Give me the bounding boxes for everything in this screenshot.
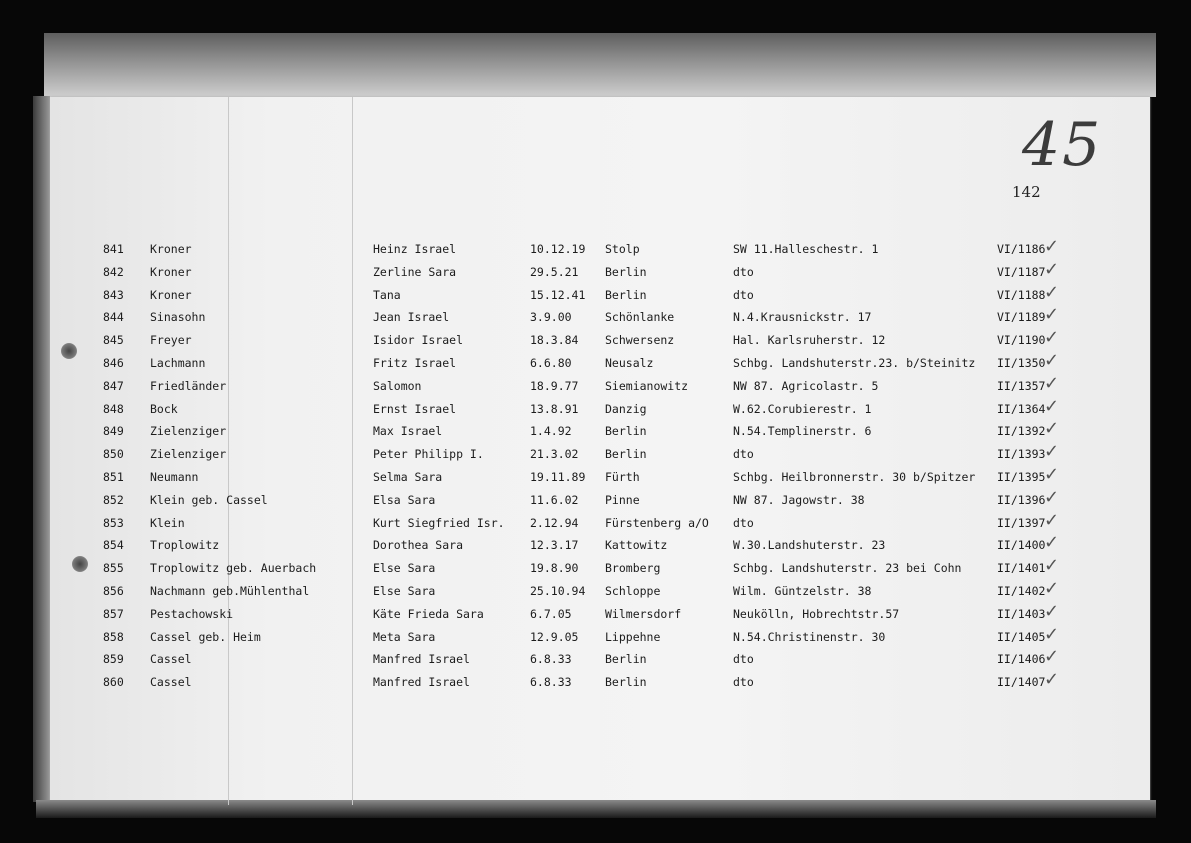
given-names: Max Israel [373,424,443,439]
table-row [0,509,1191,534]
birth-place: Berlin [605,264,647,279]
record-number: 847 [103,378,124,393]
check-mark: ✓ [1044,258,1060,280]
given-names: Ernst Israel [373,401,457,416]
surname: Cassel geb. Heim [150,629,261,644]
birth-place: Berlin [605,447,647,462]
record-number: 856 [103,584,124,598]
check-mark: ✓ [1044,281,1060,303]
surname: Friedländer [150,378,227,393]
address: dto [733,675,754,690]
birth-place: Berlin [605,675,647,690]
birth-date: 12.9.05 [530,629,579,644]
surname: Bock [150,401,178,416]
address: dto [733,515,754,530]
reference-number: II/1401 [997,561,1046,576]
address: Hal. Karlsruherstr. 12 [733,333,886,348]
check-mark: ✓ [1044,350,1060,371]
record-number: 852 [103,492,124,507]
birth-date: 29.5.21 [530,264,579,279]
birth-date: 6.8.33 [530,652,572,667]
given-names: Manfred Israel [373,675,470,690]
surname: Klein geb. Cassel [150,492,268,507]
table-row [0,534,1191,556]
reference-number: II/1402 [997,584,1046,598]
address: W.62.Corubierestr. 1 [733,401,872,416]
given-names: Fritz Israel [373,356,457,370]
address: Schbg. Landshuterstr. 23 bei Cohn [733,561,962,576]
reference-number: II/1350 [997,356,1046,370]
birth-date: 3.9.00 [530,310,572,325]
table-row [0,238,1191,260]
reference-number: II/1400 [997,538,1046,553]
reference-number: II/1393 [997,447,1046,462]
check-mark: ✓ [1044,578,1060,599]
film-edge-top [44,33,1156,97]
record-number: 853 [103,515,124,530]
record-number: 845 [103,333,124,348]
address: N.54.Christinenstr. 30 [733,629,886,644]
reference-number: VI/1189 [997,310,1046,325]
record-number: 858 [103,629,124,644]
surname: Pestachowski [150,606,234,621]
birth-place: Schwersenz [605,333,675,348]
given-names: Kurt Siegfried Isr. [373,515,505,530]
record-number: 850 [103,447,124,462]
reference-number: II/1403 [997,606,1046,621]
check-mark: ✓ [1044,464,1060,485]
birth-date: 2.12.94 [530,515,579,530]
birth-date: 21.3.02 [530,447,579,462]
surname: Lachmann [150,356,206,370]
birth-place: Danzig [605,401,647,416]
reference-number: II/1405 [997,629,1046,644]
birth-date: 18.3.84 [530,333,579,348]
birth-date: 13.8.91 [530,401,579,416]
birth-place: Berlin [605,424,647,439]
given-names: Selma Sara [373,470,443,484]
address: NW 87. Agricolastr. 5 [733,378,879,393]
check-mark: ✓ [1044,600,1060,622]
surname: Kroner [150,287,192,302]
birth-place: Neusalz [605,356,654,370]
reference-number: II/1407 [997,675,1046,690]
address: dto [733,264,754,279]
surname: Zielenziger [150,424,227,439]
given-names: Peter Philipp I. [373,447,484,462]
reference-number: VI/1188 [997,287,1046,302]
birth-date: 18.9.77 [530,378,579,393]
table-row [0,329,1191,351]
address: Schbg. Landshuterstr.23. b/Steinitz [733,356,976,370]
surname: Zielenziger [150,447,227,462]
table-row [0,306,1191,328]
table-row [0,486,1191,511]
record-number: 843 [103,287,124,302]
table-row [0,281,1191,306]
birth-date: 6.7.05 [530,606,572,621]
check-mark: ✓ [1044,395,1060,417]
check-mark: ✓ [1044,486,1060,508]
address: Wilm. Güntzelstr. 38 [733,584,872,598]
check-mark: ✓ [1044,669,1060,691]
address: W.30.Landshuterstr. 23 [733,538,886,553]
birth-place: Fürstenberg a/O [605,515,709,530]
table-row [0,600,1191,625]
birth-date: 10.12.19 [530,242,586,256]
reference-number: VI/1190 [997,333,1046,348]
birth-date: 19.8.90 [530,561,579,576]
record-number: 855 [103,561,124,576]
check-mark: ✓ [1044,327,1060,349]
record-number: 846 [103,356,124,370]
record-number: 849 [103,424,124,439]
birth-place: Stolp [605,242,640,256]
table-row [0,352,1191,374]
birth-date: 1.4.92 [530,424,572,439]
surname: Kroner [150,242,192,256]
record-number: 857 [103,606,124,621]
birth-place: Schloppe [605,584,661,598]
address: Neukölln, Hobrechtstr.57 [733,606,900,621]
reference-number: II/1392 [997,424,1046,439]
surname: Sinasohn [150,310,206,325]
birth-place: Pinne [605,492,640,507]
reference-number: II/1364 [997,401,1046,416]
birth-date: 25.10.94 [530,584,586,598]
birth-place: Kattowitz [605,538,668,553]
birth-date: 6.8.33 [530,675,572,690]
surname: Klein [150,515,185,530]
check-mark: ✓ [1044,441,1060,463]
table-row [0,443,1191,465]
given-names: Salomon [373,378,422,393]
given-names: Manfred Israel [373,652,470,667]
reference-number: VI/1186 [997,242,1046,256]
table-row [0,395,1191,420]
address: dto [733,287,754,302]
given-names: Dorothea Sara [373,538,464,553]
given-names: Else Sara [373,584,436,598]
record-number: 851 [103,470,124,484]
birth-date: 15.12.41 [530,287,586,302]
check-mark: ✓ [1044,236,1060,257]
birth-place: Siemianowitz [605,378,689,393]
surname: Kroner [150,264,192,279]
reference-number: II/1396 [997,492,1046,507]
given-names: Tana [373,287,401,302]
handwritten-page-number: 45 [1022,110,1103,180]
birth-place: Schönlanke [605,310,675,325]
address: N.4.Krausnickstr. 17 [733,310,872,325]
table-row [0,648,1191,670]
check-mark: ✓ [1044,623,1060,645]
given-names: Heinz Israel [373,242,457,256]
birth-place: Bromberg [605,561,661,576]
record-number: 860 [103,675,124,690]
given-names: Isidor Israel [373,333,464,348]
address: NW 87. Jagowstr. 38 [733,492,865,507]
reference-number: VI/1187 [997,264,1046,279]
table-row [0,580,1191,602]
surname: Neumann [150,470,199,484]
given-names: Elsa Sara [373,492,436,507]
record-number: 859 [103,652,124,667]
table-row [0,420,1191,442]
table-row [0,623,1191,648]
table-row [0,466,1191,488]
check-mark: ✓ [1044,555,1060,577]
given-names: Else Sara [373,561,436,576]
reference-number: II/1357 [997,378,1046,393]
birth-place: Wilmersdorf [605,606,682,621]
record-number: 848 [103,401,124,416]
check-mark: ✓ [1044,418,1060,440]
surname: Cassel [150,675,192,690]
birth-place: Berlin [605,652,647,667]
record-number: 842 [103,264,124,279]
given-names: Jean Israel [373,310,450,325]
surname: Troplowitz [150,538,220,553]
table-row [0,372,1191,397]
check-mark: ✓ [1044,509,1060,531]
record-number: 844 [103,310,124,325]
surname: Freyer [150,333,192,348]
reference-number: II/1406 [997,652,1046,667]
table-row [0,258,1191,283]
bottom-page-edge [36,800,1156,818]
birth-date: 6.6.80 [530,356,572,370]
given-names: Käte Frieda Sara [373,606,484,621]
table-row [0,557,1191,579]
birth-date: 12.3.17 [530,538,579,553]
address: dto [733,652,754,667]
birth-place: Berlin [605,287,647,302]
table-row [0,671,1191,693]
given-names: Meta Sara [373,629,436,644]
address: SW 11.Halleschestr. 1 [733,242,879,256]
birth-date: 19.11.89 [530,470,586,484]
given-names: Zerline Sara [373,264,457,279]
record-number: 841 [103,242,124,256]
address: N.54.Templinerstr. 6 [733,424,872,439]
surname: Troplowitz geb. Auerbach [150,561,317,576]
record-number: 854 [103,538,124,553]
birth-date: 11.6.02 [530,492,579,507]
check-mark: ✓ [1044,372,1060,394]
check-mark: ✓ [1044,646,1060,668]
birth-place: Lippehne [605,629,661,644]
surname: Nachmann geb.Mühlenthal [150,584,310,598]
check-mark: ✓ [1044,304,1060,326]
address: dto [733,447,754,462]
address: Schbg. Heilbronnerstr. 30 b/Spitzer [733,470,976,484]
reference-number: II/1395 [997,470,1046,484]
check-mark: ✓ [1044,532,1060,554]
typed-page-number: 142 [1012,183,1041,201]
surname: Cassel [150,652,192,667]
birth-place: Fürth [605,470,640,484]
reference-number: II/1397 [997,515,1046,530]
